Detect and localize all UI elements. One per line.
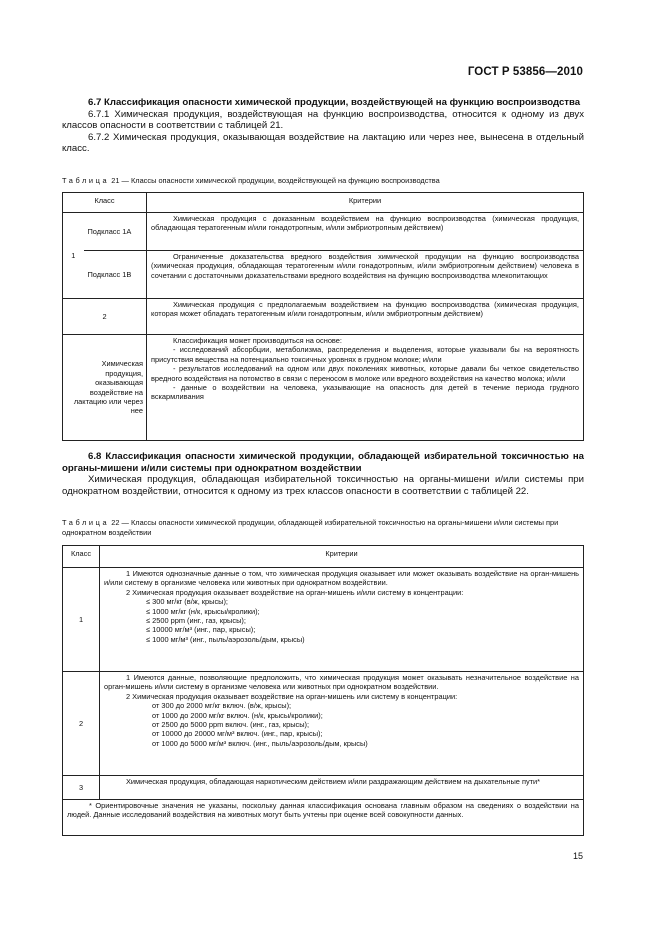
document-header: ГОСТ Р 53856—2010 xyxy=(467,66,583,78)
table-header-criteria: Критерии xyxy=(147,193,584,213)
lactation-line: Классификация может производиться на основе: xyxy=(173,336,342,345)
criteria-2: Химическая продукция с предполагаемым воздействием на функцию воспроизводства (химическая продукция, которая может обладать тератогенным и/или гонадотропным, и/или эмбриотропным действием) xyxy=(147,299,584,335)
table-21 xyxy=(62,192,584,441)
concentration-item: от 1000 до 2000 мг/кг включ. (н/к, крысы/кролики); xyxy=(152,710,323,720)
lactation-line: - данные о воздействии на человека, указывающие на опасность для детей в течение периода грудного вскармливания xyxy=(151,383,579,402)
concentration-item: от 10000 до 20000 мг/м³ включ. (инг., пар, крысы); xyxy=(152,729,323,739)
class-2: 2 xyxy=(63,672,100,776)
caption-word: Таблица xyxy=(62,518,110,527)
paragraph-6-7-2: 6.7.2 Химическая продукция, оказывающая воздействие на лактацию или через нее, вынесена в отдельный класс. xyxy=(62,131,584,155)
concentration-item: от 300 до 2000 мг/кг включ. (в/ж, крысы); xyxy=(152,701,292,711)
concentration-item: ≤ 2500 ppm (инг., газ, крысы); xyxy=(146,616,246,626)
subclass-1a: Подкласс 1А xyxy=(84,213,147,251)
class-3: 3 xyxy=(63,776,100,800)
class-lactation: Химическая продукция, оказывающая воздействие на лактацию или через нее xyxy=(63,335,147,441)
table-header-criteria: Критерии xyxy=(100,546,584,568)
criteria-1b: Ограниченные доказательства вредного воздействия химической продукции на функцию воспроизводства (химическая продукция, обладающая тератогенным и/или гонадотропным, и/или эмбриотропным действием) человека в сочетании с достаточными доказательствами вредного воздействия на функцию воспроизводства млекопитающих xyxy=(147,251,584,299)
criteria-lactation xyxy=(147,335,584,441)
table-footnote: * Ориентировочные значения не указаны, поскольку данная классификация основана главным образом на сведениях о воздействии на людей. Данные исследований воздействия на животных могут быть учтены при оценке всей совокупности данных. xyxy=(63,800,584,836)
criteria-line: 1 Имеются однозначные данные о том, что химическая продукция оказывает или может оказывать воздействие на орган-мишень и/или систему в организме человека или животных при однократном воздействии. xyxy=(104,569,579,588)
concentration-item: от 2500 до 5000 ppm включ. (инг., газ, крысы); xyxy=(152,720,310,730)
criteria-1a: Химическая продукция с доказанным воздействием на функцию воспроизводства (химическая продукция, обладающая тератогенным и/или гонадотропным, и/или эмбриотропным действием) xyxy=(147,213,584,251)
criteria-line: 2 Химическая продукция оказывает воздействие на орган-мишень или систему в концентрации: xyxy=(126,691,458,701)
table-21-caption xyxy=(62,176,584,186)
class-1: 1 xyxy=(63,568,100,672)
criteria-class-2 xyxy=(100,672,584,776)
table-22 xyxy=(62,545,584,836)
subclass-1b: Подкласс 1В xyxy=(84,251,147,299)
paragraph-6-7-1: 6.7.1 Химическая продукция, воздействующая на функцию воспроизводства, относится к одному из двух классов опасности в соответствии с таблицей 21. xyxy=(62,108,584,132)
criteria-line: 2 Химическая продукция оказывает воздействие на орган-мишень и/или систему в концентрации: xyxy=(126,587,464,597)
table-header-class: Класс xyxy=(63,193,147,213)
concentration-item: ≤ 10000 мг/м³ (инг., пар, крысы); xyxy=(146,625,256,635)
concentration-item: от 1000 до 5000 мг/м³ включ. (инг., пыль/аэрозоль/дым, крысы) xyxy=(152,738,368,748)
page-number: 15 xyxy=(572,851,583,861)
concentration-item: ≤ 300 мг/кг (в/ж, крысы); xyxy=(146,597,228,607)
concentration-item: ≤ 1000 мг/кг (н/к, крысы/кролики); xyxy=(146,606,260,616)
lactation-line: - результатов исследований на одном или двух поколениях животных, которые давали бы четкое свидетельство вредного воздействия на потомство в связи с переносом в молоке или вредного воздействия на качество молока; и/или xyxy=(151,364,579,383)
paragraph-6-8: Химическая продукция, обладающая избирательной токсичностью на органы-мишени и/или системы при однократном воздействии, относится к одному из трех классов опасности в соответствии с таблицей 22. xyxy=(62,474,584,497)
caption-word: Таблица xyxy=(62,176,110,185)
caption-text: 21 — Классы опасности химической продукции, воздействующей на функцию воспроизводства xyxy=(109,176,440,185)
table-header-class: Класс xyxy=(63,546,100,568)
criteria-line: 1 Имеются данные, позволяющие предположить, что химическая продукция может оказывать незначительное воздействие на орган-мишень и/или систему в организме человека или животных при однократном воздействии. xyxy=(104,673,579,692)
class-1: 1 xyxy=(63,213,84,299)
section-6-8 xyxy=(62,451,584,497)
class-2: 2 xyxy=(63,299,147,335)
section-6-8-title: 6.8 Классификация опасности химической продукции, обладающей избирательной токсичностью на органы-мишени и/или системы при однократном воздействии xyxy=(62,451,584,474)
table-22-caption xyxy=(62,518,584,538)
criteria-class-3: Химическая продукция, обладающая наркотическим действием и/или раздражающим действием на дыхательные пути* xyxy=(100,776,584,800)
section-6-7-title: 6.7 Классификация опасности химической продукции, воздействующей на функцию воспроизводства xyxy=(88,97,581,108)
concentration-item: ≤ 1000 мг/м³ (инг., пыль/аэрозоль/дым, крысы) xyxy=(146,634,305,644)
caption-text: 22 — Классы опасности химической продукции, обладающей избирательной токсичностью на органы-мишени и/или системы при однократном воздействии xyxy=(62,518,559,537)
criteria-class-1 xyxy=(100,568,584,672)
lactation-line: - исследований абсорбции, метаболизма, распределения и выделения, которые указывали бы на вероятность присутствия вещества на потенциально токсичных уровнях в грудном молоке; и/или xyxy=(151,345,579,364)
section-6-7 xyxy=(62,97,584,155)
